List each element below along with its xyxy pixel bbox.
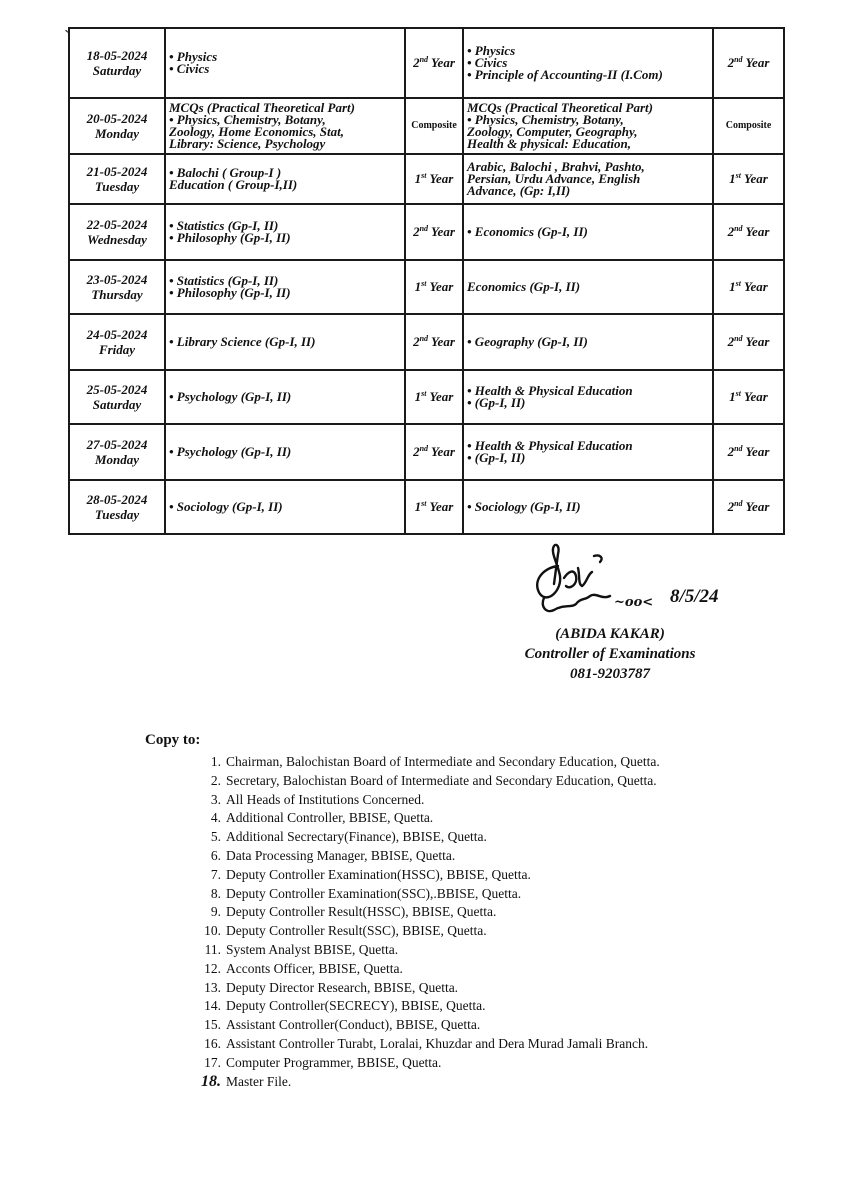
year-number: 2: [413, 224, 420, 239]
exam-date: 18-05-2024: [86, 47, 148, 63]
year-label: Year: [742, 499, 770, 514]
subject-line: Education ( Group-I,II): [169, 177, 298, 192]
year-label: Year: [426, 499, 454, 514]
copy-to-item: [195, 809, 785, 828]
left-subjects-cell: [165, 28, 405, 98]
right-subjects-cell: [463, 28, 713, 98]
exam-date-cell: [69, 370, 165, 424]
exam-day: Friday: [98, 341, 136, 357]
year-suffix: nd: [734, 444, 743, 453]
copy-to-number: 5.: [210, 829, 221, 845]
exam-date-cell: [69, 260, 165, 314]
copy-to-item: [195, 1073, 785, 1092]
subject-line: Advance, (Gp: I,II): [467, 183, 571, 198]
year-suffix: st: [735, 279, 741, 288]
copy-to-item: [195, 772, 785, 791]
left-subjects-cell: [165, 424, 405, 480]
copy-to-text: Deputy Controller Examination(SSC),.BBISE, Quetta.: [226, 885, 522, 901]
right-subjects-cell: [463, 260, 713, 314]
copy-to-item: [195, 903, 785, 922]
year-label: Year: [742, 444, 770, 459]
exam-schedule-table: [68, 27, 785, 535]
copy-to-section: [145, 732, 785, 1091]
copy-to-list: [145, 753, 785, 1091]
year-number: 1: [729, 279, 736, 294]
year-number: 2: [727, 55, 735, 70]
copy-to-number: 1.: [210, 754, 221, 769]
right-year-cell: [713, 28, 784, 98]
copy-to-number: 10.: [204, 923, 221, 939]
copy-to-number: 16.: [204, 1035, 221, 1051]
copy-to-text: Deputy Director Research, BBISE, Quetta.: [226, 979, 459, 995]
exam-date: 21-05-2024: [86, 163, 148, 179]
left-year-cell: [405, 314, 463, 370]
copy-to-item: [195, 1035, 785, 1054]
year-number: Composite: [411, 120, 457, 131]
copy-to-text: Secretary, Balochistan Board of Intermediate and Secondary Education, Quetta.: [226, 772, 657, 788]
right-year-cell: [713, 314, 784, 370]
copy-to-text: Data Processing Manager, BBISE, Quetta.: [226, 847, 456, 863]
subject-line: • Psychology (Gp-I, II): [169, 444, 292, 459]
left-year-cell: [405, 370, 463, 424]
year-suffix: st: [421, 171, 427, 180]
year-suffix: st: [735, 389, 741, 398]
right-subjects-cell: [463, 204, 713, 260]
left-year-cell: [405, 260, 463, 314]
copy-to-item: [195, 1054, 785, 1073]
exam-date-cell: [69, 204, 165, 260]
subject-line: • Sociology (Gp-I, II): [467, 499, 581, 514]
year-label: Year: [428, 334, 455, 349]
right-year-cell: [713, 260, 784, 314]
exam-date: 25-05-2024: [86, 381, 148, 397]
year-label: Year: [742, 55, 770, 70]
right-subjects-cell: [463, 370, 713, 424]
right-year-cell: [713, 370, 784, 424]
year-number: 2: [413, 334, 420, 349]
copy-to-item: [195, 847, 785, 866]
right-subjects-cell: [463, 98, 713, 154]
year-label: Year: [742, 224, 770, 239]
subject-line: Arabic, Balochi , Brahvi, Pashto,: [467, 159, 645, 174]
subject-line: • (Gp-I, II): [467, 395, 526, 410]
year-number: Composite: [725, 120, 772, 131]
year-suffix: st: [421, 389, 427, 398]
year-suffix: nd: [419, 444, 429, 453]
exam-day: Monday: [94, 125, 140, 141]
left-year-cell: [405, 154, 463, 204]
year-suffix: nd: [734, 224, 743, 233]
exam-day: Saturday: [92, 62, 142, 78]
left-year-cell: [405, 204, 463, 260]
copy-to-number: 15.: [204, 1017, 221, 1033]
copy-to-number: 6.: [210, 847, 221, 863]
copy-to-number: 18.: [201, 1072, 221, 1090]
left-year-cell: [405, 28, 463, 98]
svg-text:~oo<: ~oo<: [614, 595, 654, 610]
copy-to-item: [195, 960, 785, 979]
copy-to-text: Deputy Controller Examination(HSSC), BBISE, Quetta.: [226, 866, 531, 882]
exam-day: Monday: [94, 451, 140, 467]
copy-to-number: 8.: [210, 885, 221, 901]
subject-line: • Civics: [467, 55, 508, 70]
year-label: Year: [740, 171, 768, 186]
copy-to-text: All Heads of Institutions Concerned.: [226, 791, 425, 807]
schedule-row: [69, 28, 784, 98]
copy-to-text: Assistant Controller(Conduct), BBISE, Quetta.: [226, 1017, 481, 1033]
year-number: 1: [414, 389, 422, 404]
schedule-row: [69, 424, 784, 480]
year-number: 2: [413, 444, 420, 459]
year-label: Year: [428, 55, 455, 70]
exam-date: 20-05-2024: [86, 110, 148, 126]
right-subjects-cell: [463, 154, 713, 204]
copy-to-number: 3.: [210, 791, 221, 807]
left-subjects-cell: [165, 370, 405, 424]
subject-line: • Psychology (Gp-I, II): [169, 389, 292, 404]
year-label: Year: [426, 389, 454, 404]
corner-mark: ˎ: [64, 13, 70, 33]
copy-to-text: Additional Secrectary(Finance), BBISE, Quetta.: [226, 829, 487, 845]
signatory-title: Controller of Examinations: [524, 646, 696, 662]
copy-to-number: 2.: [210, 772, 221, 788]
copy-to-text: System Analyst BBISE, Quetta.: [226, 941, 399, 957]
subject-line: • Philosophy (Gp-I, II): [169, 230, 291, 245]
copy-to-text: Assistant Controller Turabt, Loralai, Khuzdar and Dera Murad Jamali Branch.: [226, 1035, 649, 1051]
subject-line: • Philosophy (Gp-I, II): [169, 285, 291, 300]
exam-date: 28-05-2024: [86, 491, 148, 507]
year-suffix: nd: [419, 55, 429, 64]
copy-to-item: [195, 997, 785, 1016]
schedule-row: [69, 480, 784, 534]
subject-line: • Physics: [169, 49, 218, 64]
exam-day: Tuesday: [94, 178, 140, 194]
copy-to-item: [195, 791, 785, 810]
subject-line: MCQs (Practical Theoretical Part): [467, 100, 653, 115]
copy-to-text: Deputy Controller Result(HSSC), BBISE, Quetta.: [226, 904, 497, 920]
left-subjects-cell: [165, 98, 405, 154]
year-suffix: st: [421, 499, 427, 508]
year-label: Year: [428, 444, 455, 459]
year-suffix: nd: [734, 55, 743, 64]
signature-scribble-icon: [520, 538, 790, 630]
exam-date-cell: [69, 424, 165, 480]
signatory-block: [480, 624, 740, 684]
year-suffix: st: [735, 171, 741, 180]
copy-to-text: Deputy Controller Result(SSC), BBISE, Quetta.: [226, 923, 487, 939]
signature: [520, 538, 790, 630]
copy-to-number: 14.: [204, 998, 221, 1014]
subject-line: Persian, Urdu Advance, English: [467, 171, 641, 186]
schedule-row: [69, 204, 784, 260]
exam-date: 23-05-2024: [86, 271, 148, 287]
left-year-cell: [405, 424, 463, 480]
right-year-cell: [713, 480, 784, 534]
right-subjects-cell: [463, 480, 713, 534]
year-number: 1: [729, 171, 736, 186]
subject-line: • Balochi ( Group-I ): [169, 165, 282, 180]
year-number: 1: [729, 389, 736, 404]
copy-to-text: Chairman, Balochistan Board of Intermediate and Secondary Education, Quetta.: [226, 754, 660, 769]
copy-to-number: 7.: [210, 866, 221, 882]
copy-to-item: [195, 828, 785, 847]
subject-line: Zoology, Home Economics, Stat,: [169, 124, 345, 139]
copy-to-text: Computer Programmer, BBISE, Quetta.: [226, 1054, 442, 1070]
subject-line: • Library Science (Gp-I, II): [169, 334, 316, 349]
right-year-cell: [713, 424, 784, 480]
year-number: 2: [727, 499, 735, 514]
subject-line: • Physics, Chemistry, Botany,: [467, 112, 624, 127]
signatory-phone: 081-9203787: [570, 666, 650, 682]
copy-to-number: 12.: [204, 960, 221, 976]
subject-line: Economics (Gp-I, II): [467, 279, 581, 294]
year-suffix: nd: [419, 334, 429, 343]
year-label: Year: [426, 171, 454, 186]
year-label: Year: [426, 279, 454, 294]
subject-line: Library: Science, Psychology: [169, 136, 326, 151]
subject-line: • Health & Physical Education: [467, 438, 633, 453]
schedule-row: [69, 260, 784, 314]
year-label: Year: [740, 279, 768, 294]
year-label: Year: [740, 389, 768, 404]
subject-line: • Principle of Accounting-II (I.Com): [467, 67, 663, 82]
right-subjects-cell: [463, 314, 713, 370]
subject-line: • Economics (Gp-I, II): [467, 224, 588, 239]
year-number: 2: [727, 224, 735, 239]
year-label: Year: [742, 334, 770, 349]
year-suffix: nd: [419, 224, 429, 233]
signatory-name: (ABIDA KAKAR): [555, 626, 665, 642]
copy-to-item: [195, 1016, 785, 1035]
subject-line: • Statistics (Gp-I, II): [169, 273, 279, 288]
exam-date-cell: [69, 314, 165, 370]
copy-to-item: [195, 753, 785, 772]
exam-day: Thursday: [91, 286, 143, 302]
right-year-cell: [713, 98, 784, 154]
copy-to-item: [195, 979, 785, 998]
subject-line: MCQs (Practical Theoretical Part): [169, 100, 355, 115]
copy-to-number: 11.: [204, 941, 221, 957]
subject-line: • Civics: [169, 61, 210, 76]
right-subjects-cell: [463, 424, 713, 480]
subject-line: • Physics: [467, 43, 516, 58]
left-year-cell: [405, 480, 463, 534]
copy-to-number: 9.: [210, 904, 221, 920]
year-number: 2: [727, 444, 735, 459]
exam-date: 24-05-2024: [86, 326, 148, 342]
left-year-cell: [405, 98, 463, 154]
subject-line: Zoology, Computer, Geography,: [467, 124, 638, 139]
signature-date: 8/5/24: [670, 586, 719, 607]
copy-to-number: 4.: [210, 810, 221, 826]
copy-to-text: Additional Controller, BBISE, Quetta.: [226, 810, 434, 826]
copy-to-number: 13.: [204, 979, 221, 995]
exam-date: 22-05-2024: [86, 216, 148, 232]
copy-to-title: Copy to:: [145, 732, 201, 748]
copy-to-item: [195, 885, 785, 904]
subject-line: • Health & Physical Education: [467, 383, 633, 398]
copy-to-item: [195, 866, 785, 885]
exam-day: Saturday: [92, 396, 142, 412]
subject-line: • (Gp-I, II): [467, 450, 526, 465]
left-subjects-cell: [165, 480, 405, 534]
exam-day: Wednesday: [87, 231, 147, 247]
year-number: 1: [414, 499, 422, 514]
year-label: Year: [428, 224, 455, 239]
subject-line: • Statistics (Gp-I, II): [169, 218, 279, 233]
copy-to-item: [195, 941, 785, 960]
exam-date-cell: [69, 480, 165, 534]
exam-date-cell: [69, 28, 165, 98]
copy-to-text: Master File.: [226, 1073, 292, 1089]
right-year-cell: [713, 154, 784, 204]
right-year-cell: [713, 204, 784, 260]
subject-line: • Sociology (Gp-I, II): [169, 499, 283, 514]
year-number: 2: [413, 55, 420, 70]
year-number: 1: [414, 279, 422, 294]
exam-day: Tuesday: [94, 506, 140, 522]
subject-line: • Geography (Gp-I, II): [467, 334, 588, 349]
subject-line: Health & physical: Education,: [467, 136, 631, 151]
copy-to-item: [195, 922, 785, 941]
exam-date: 27-05-2024: [86, 436, 148, 452]
schedule-row: [69, 154, 784, 204]
copy-to-number: 17.: [204, 1054, 221, 1070]
copy-to-text: Acconts Officer, BBISE, Quetta.: [226, 960, 403, 976]
schedule-row: [69, 370, 784, 424]
exam-date-cell: [69, 98, 165, 154]
schedule-row: [69, 314, 784, 370]
year-number: 2: [727, 334, 735, 349]
year-suffix: nd: [734, 499, 743, 508]
left-subjects-cell: [165, 204, 405, 260]
year-suffix: st: [421, 279, 427, 288]
left-subjects-cell: [165, 260, 405, 314]
schedule-row: [69, 98, 784, 154]
left-subjects-cell: [165, 314, 405, 370]
subject-line: • Physics, Chemistry, Botany,: [169, 112, 326, 127]
copy-to-text: Deputy Controller(SECRECY), BBISE, Quetta.: [226, 998, 486, 1014]
year-suffix: nd: [734, 334, 743, 343]
left-subjects-cell: [165, 154, 405, 204]
year-number: 1: [414, 171, 422, 186]
exam-date-cell: [69, 154, 165, 204]
